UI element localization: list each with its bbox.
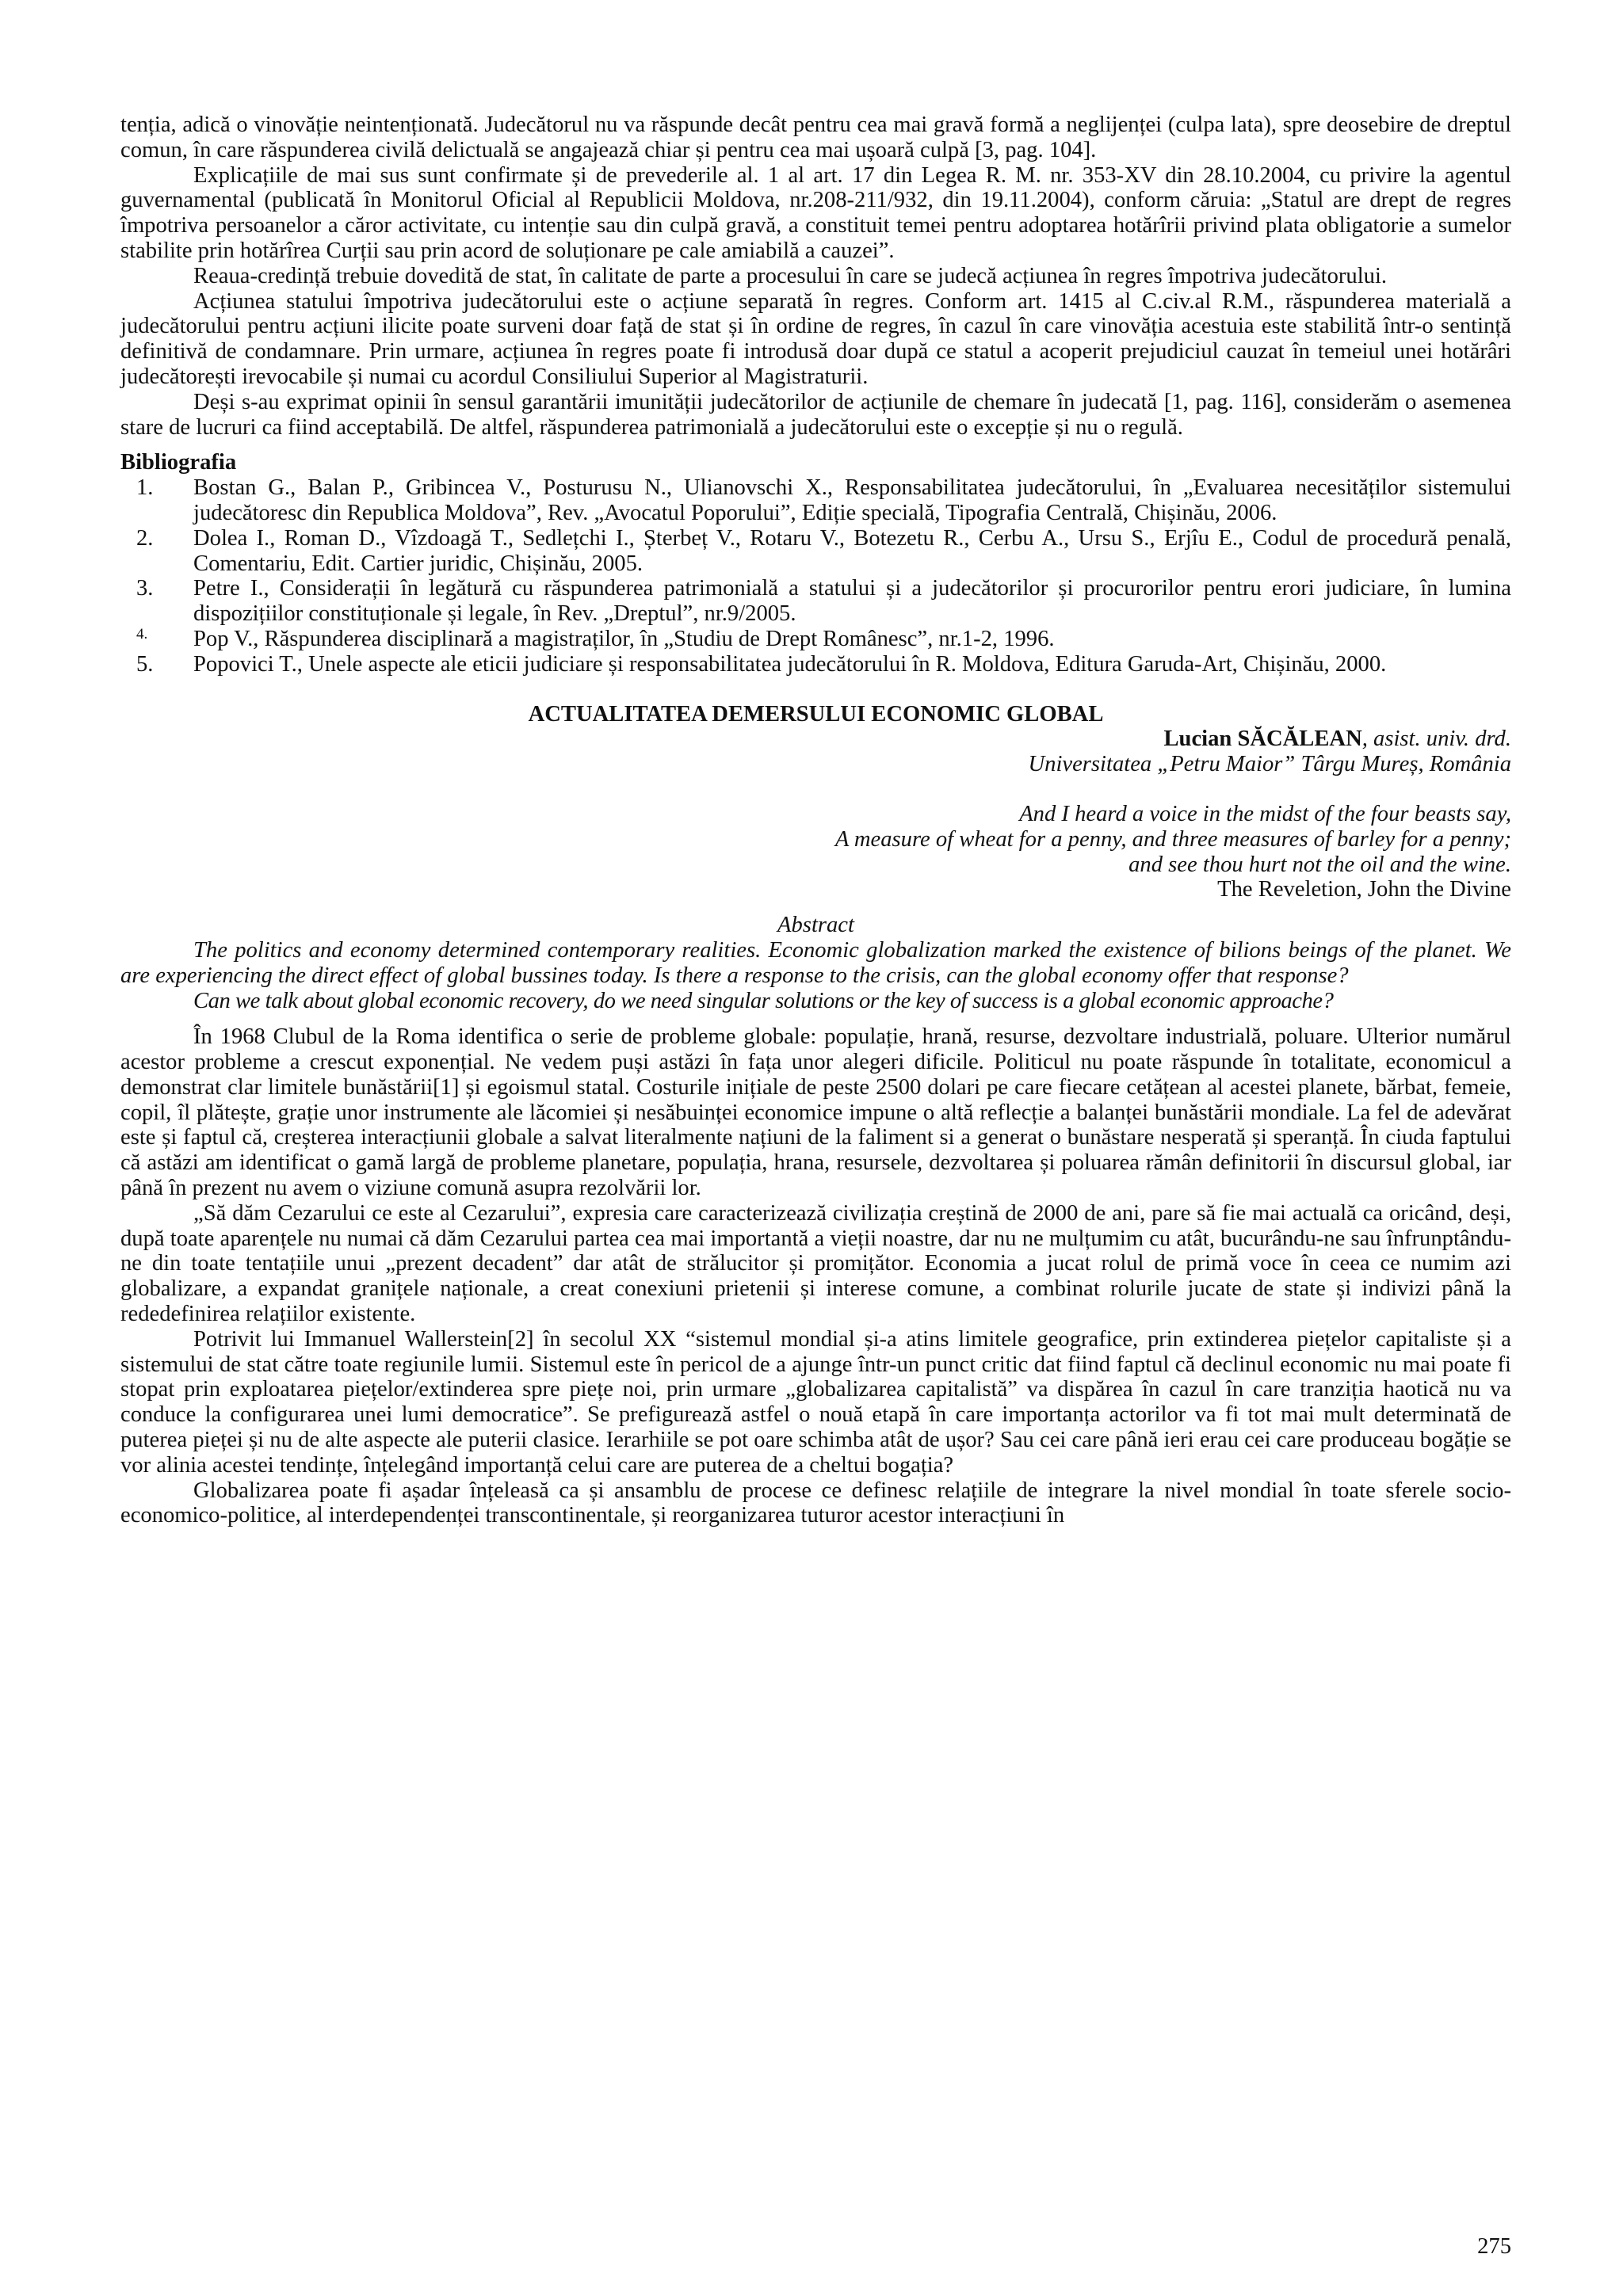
paragraph-continuation: tenția, adică o vinovăție neintenționată. Judecătorul nu va răspunde decât pentru cea mai gravă formă a neglijenței (culpa lata), spre deosebire de dreptul comun, în care răspunderea civilă delictuală se angajează chiar și pentru cea mai ușoară culpă [3, pag. 104]. [120, 113, 1511, 162]
page-number: 275 [1477, 2234, 1511, 2259]
body-paragraph: În 1968 Clubul de la Roma identifica o serie de probleme globale: populație, hrană, resurse, dezvoltare industrială, poluare. Ulterior numărul acestor probleme a crescut exponențial. Ne vedem puși astăzi în fața unor alegeri dificile. Politicul nu poate răspunde în totalitate, economicul a demonstrat clar limitele bunăstării[1] și egoismul statal. Costurile inițiale de peste 2500 dolari pe care fiecare cetățean al acestei planete, bărbat, femeie, copil, îl plătește, grație unor instrumente ale lăcomiei și nesăbuințeі economice impune o altă reflecție a balanței bunăstării mondiale. La fel de adevărat este și faptul că, creșterea interacțiunii globale a salvat literalmente națiuni de la faliment si a generat o bunăstare nesperată și speranță. În ciuda faptului că astăzi am identificat o gamă largă de probleme planetare, populația, hrana, resursele, dezvoltarea și poluarea rămân definitorii în discursul global, iar până în prezent nu avem o viziune comună asupra rezolvării lor. [120, 1024, 1511, 1201]
body-paragraph: Globalizarea poate fi așadar înțeleasă ca și ansamblu de procese ce definesc relațiile de integrare la nivel mondial în toate sferele socio-economico-politice, al interdependenței transcontinentale, și reorganizarea tuturor acestor interacțiuni în [120, 1478, 1511, 1528]
body-paragraph: Potrivit lui Immanuel Wallerstein[2] în secolul XX “sistemul mondial și-a atins limitele geografice, prin extinderea piețelor capitaliste și a sistemului de stat către toate regiunile lumii. Sistemul este în pericol de a ajunge într-un punct critic dat fiind faptul că declinul economic nu mai poate fi stopat prin exploatarea piețelor/extinderea spre piețe noi, prin urmare „globalizarea capitalistă” va dispărea în cazul în care tranziția haotică nu va conduce la configurarea unei lumi democratice”. Se prefigurează astfel o nouă etapă în care importanța actorilor va fi tot mai mult determinată de puterea pieței și nu de alte aspecte ale puterii clasice. Ierarhiile se pot oare schimba atât de ușor? Sau cei care până ieri erau cei care produceau bogăție se vor alinia acestei tendințe, înțelegând importanță celui care are puterea de a cheltui bogația? [120, 1326, 1511, 1478]
paragraph-law-reference: Explicațiile de mai sus sunt confirmate și de prevederile al. 1 al art. 17 din Legea R. M. nr. 353-XV din 28.10.2004, cu privire la agentul guvernamental (publicată în Monitorul Oficial al Republicii Moldova, nr.208-211/932, din 19.11.2004), conform căruia: „Statul are drept de regres împotriva persoanelor a căror activitate, cu intenție sau din culpă gravă, a constituit temei pentru adoptarea hotărîrii privind plata obligatorie a sumelor stabilite prin hotărîrea Curții sau prin acord de soluționare pe cale amiabilă a cauzei”. [120, 162, 1511, 263]
motto-line: And I heard a voice in the midst of the four beasts say, [1019, 801, 1511, 826]
bibliography-text: Petre I., Considerații în legătură cu răspunderea patrimonială a statului și a judecătorilor și procurorilor pentru erori judiciare, în lumina dispozițiilor constituționale și legale, în Rev. „Dreptul”, nr.9/2005. [193, 576, 1511, 627]
bibliography-number: 1. [136, 475, 154, 501]
bibliography-title: Bibliografia [120, 450, 237, 475]
abstract-title: Abstract [777, 913, 854, 938]
paragraph-bad-faith: Reaua-credință trebuie dovedită de stat, în calitate de parte a procesului în care se judecă acțiunea în regres împotriva judecătorului. [193, 263, 1388, 288]
bibliography-number: 4. [136, 625, 148, 643]
bibliography-text: Popovici T., Unele aspecte ale eticii judiciare și responsabilitatea judecătorului în R. Moldova, Editura Garuda-Art, Chișinău, 2000. [193, 651, 1387, 677]
body-paragraph: „Să dăm Cezarului ce este al Cezarului”, expresia care caracterizează civilizația creștină de 2000 de ani, pare să fie mai actuală ca oricând, deși, după toate aparențele nu numai că dăm Cezarului partea cea mai importantă a vieții noastre, dar nu ne mulțumim cu atât, bucurându-ne sau înfrunptându-ne din toate tentațiile unui „prezent decadent” dar atât de strălucitor și promițător. Economia a jucat rolul de primă voce în ceea ce numim azi globalizare, a expandat granițele naționale, a creat conexiuni prietenii și interese comune, a combinat rolurile jucate de state și indivizi până la rededefinirea relațiilor existente. [120, 1200, 1511, 1327]
bibliography-item [120, 576, 1511, 627]
motto-line: and see thou hurt not the oil and the wine. [1128, 852, 1511, 877]
bibliography-item [120, 475, 1511, 526]
abstract-paragraph: The politics and economy determined contemporary realities. Economic globalization marked the existence of bilions beings of the planet. We are experiencing the direct effect of global bussines today. Is there a response to the crisis, can the global economy offer that response? [120, 937, 1511, 988]
bibliography-number: 3. [136, 576, 154, 601]
bibliography-number: 2. [136, 525, 154, 551]
motto-source: The Reveletion, John the Divine [1217, 877, 1511, 902]
bibliography-list [120, 475, 1511, 677]
abstract-paragraph: Can we talk about global economic recovery, do we need singular solutions or the key of success is a global economic approache? [193, 988, 1334, 1013]
paragraph-immunity: Deși s-au exprimat opinii în sensul garantării imunității judecătorilor de acțiunile de chemare în judecată [1, pag. 116], considerăm o asemenea stare de lucruri ca fiind acceptabilă. De altfel, răspunderea patrimonială a judecătorului este o excepție și nu o regulă. [120, 389, 1511, 440]
bibliography-item [120, 652, 1511, 677]
author-title: , asist. univ. drd. [1361, 727, 1511, 752]
paragraph-regress-action: Acțiunea statului împotriva judecătorului este o acțiune separată în regres. Conform art. 1415 al C.civ.al R.M., răspunderea materială a judecătorului pentru acțiuni ilicite poate surveni doar față de stat și în ordine de regres, în cazul în care vinovăția acestuia este stabilită într-o sentință definitivă de condamnare. Prin urmare, acțiunea în regres poate fi introdusă doar după ce statul a acoperit prejudiciul cauzat în temeiul unei hotărâri judecătorești irevocabile și numai cu acordul Consiliului Superior al Magistraturii. [120, 288, 1511, 389]
article-title: ACTUALITATEA DEMERSULUI ECONOMIC GLOBAL [528, 701, 1104, 727]
author-name: Lucian SĂCĂLEAN [1163, 727, 1362, 752]
article-author [120, 727, 1511, 752]
bibliography-number: 5. [136, 651, 154, 677]
bibliography-item [120, 627, 1511, 652]
motto-line: A measure of wheat for a penny, and three measures of barley for a penny; [834, 826, 1511, 852]
bibliography-text: Bostan G., Balan P., Gribincea V., Posturusu N., Ulianovschi X., Responsabilitatea judecătorului, în „Evaluarea necesităților sistemului judecătoresc din Republica Moldova”, Rev. „Avocatul Poporului”, Ediție specială, Tipografia Centrală, Chișinău, 2006. [193, 475, 1511, 525]
abstract [120, 938, 1511, 1013]
article-body [120, 1024, 1511, 1528]
motto [120, 802, 1511, 902]
author-affiliation: Universitatea „Petru Maior” Târgu Mureș, România [1028, 752, 1511, 777]
page-content [120, 113, 1511, 1528]
bibliography-text: Pop V., Răspunderea disciplinară a magistraților, în „Studiu de Drept Românesc”, nr.1-2, 1996. [193, 626, 1055, 651]
bibliography-text: Dolea I., Roman D., Vîzdoagă T., Sedlețchi I., Șterbeț V., Rotaru V., Botezetu R., Cerbu A., Ursu S., Erjîu E., Codul de procedură penală, Comentariu, Edit. Cartier juridic, Chișinău, 2005. [193, 525, 1511, 576]
bibliography-item [120, 526, 1511, 577]
